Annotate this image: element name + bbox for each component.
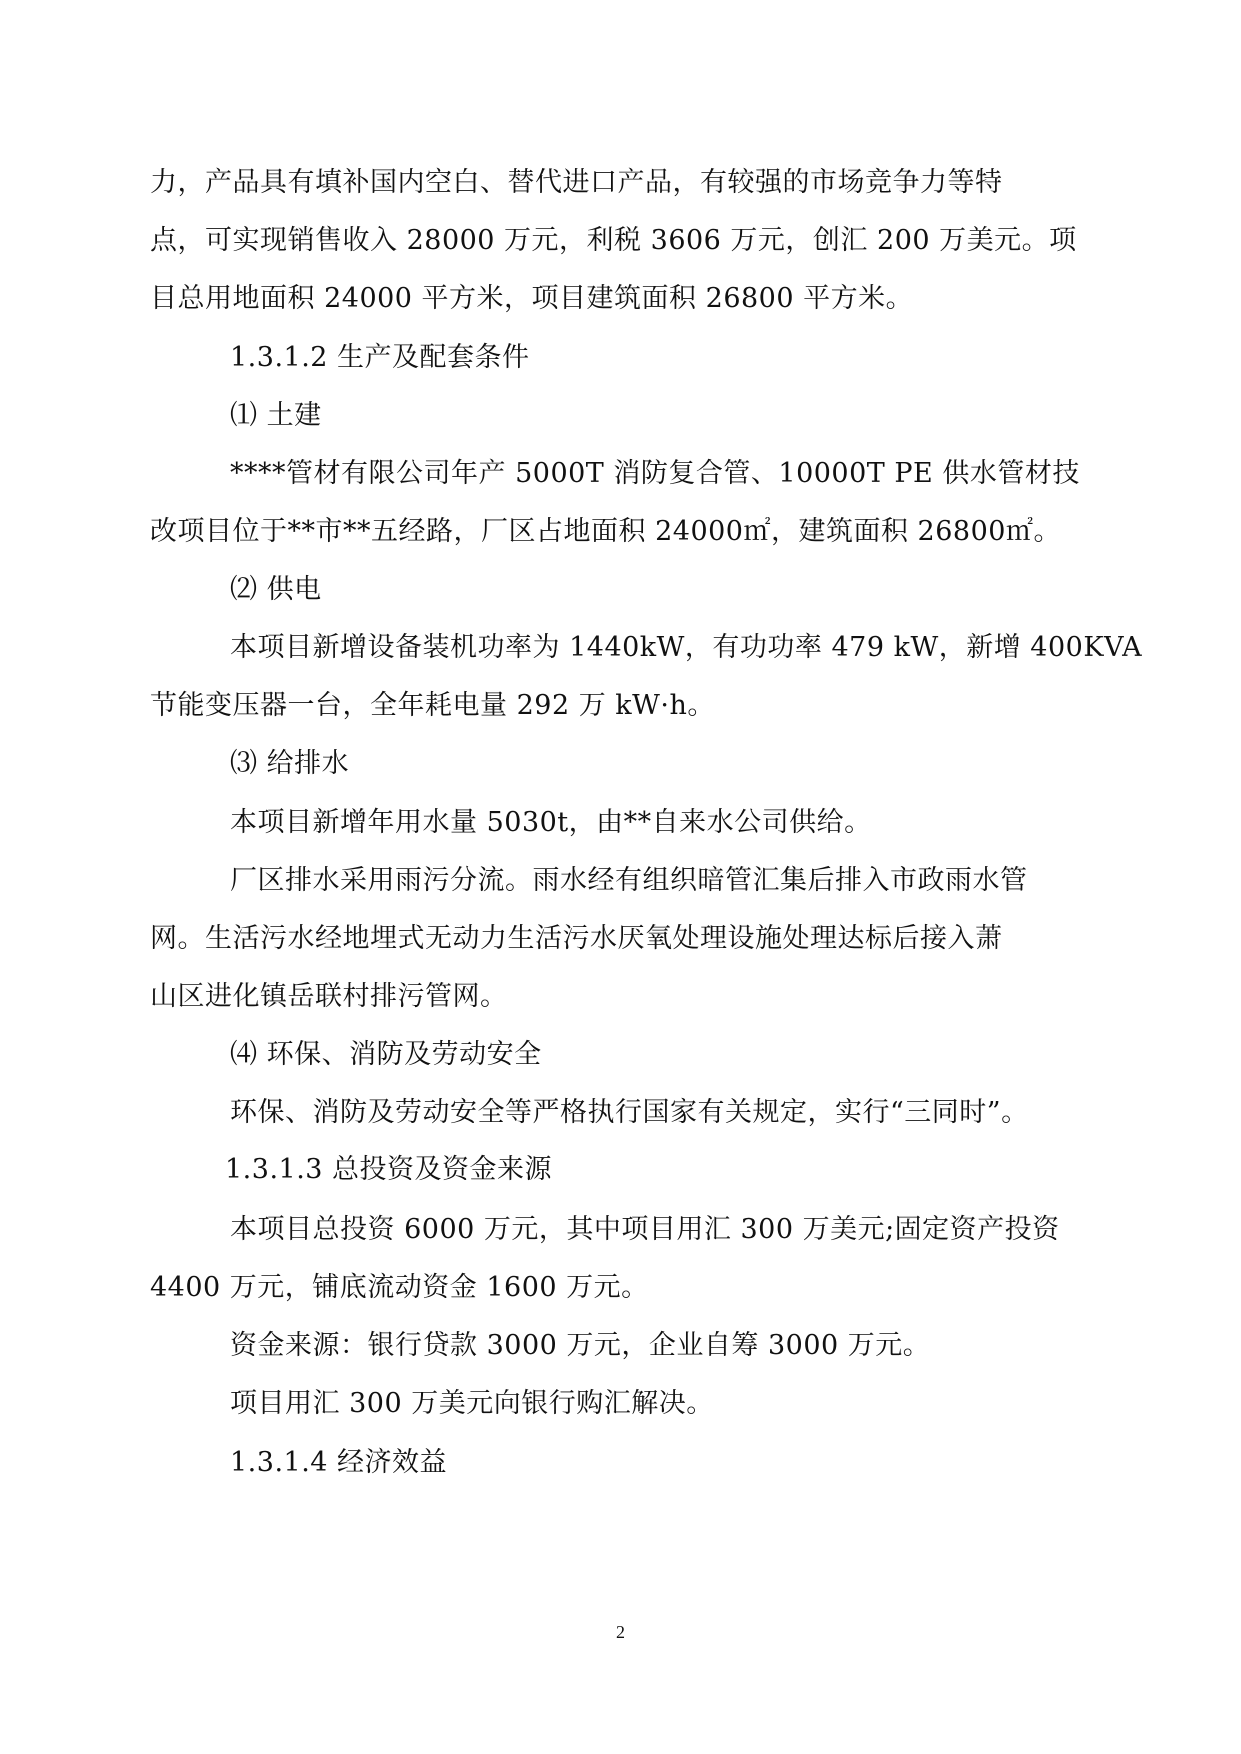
body-text-line: 4400 万元，铺底流动资金 1600 万元。 — [150, 1272, 649, 1303]
body-text-line: 点，可实现销售收入 28000 万元，利税 3606 万元，创汇 200 万美元。项 — [150, 225, 1077, 256]
subsection-heading: ⑵ 供电 — [230, 574, 322, 605]
body-text-line: 改项目位于**市**五经路，厂区占地面积 24000㎡，建筑面积 26800㎡。 — [150, 516, 1061, 547]
body-text-line: 力，产品具有填补国内空白、替代进口产品，有较强的市场竞争力等特 — [150, 167, 1003, 198]
body-text-line: 厂区排水采用雨污分流。雨水经有组织暗管汇集后排入市政雨水管 — [230, 865, 1028, 896]
body-text-line: 资金来源：银行贷款 3000 万元，企业自筹 3000 万元。 — [230, 1330, 931, 1361]
page-number: 2 — [616, 1622, 625, 1642]
body-text-line: 山区进化镇岳联村排污管网。 — [150, 981, 508, 1012]
section-heading: 1.3.1.3 总投资及资金来源 — [225, 1154, 553, 1185]
body-text-line: 项目用汇 300 万美元向银行购汇解决。 — [230, 1388, 714, 1419]
subsection-heading: ⑴ 土建 — [230, 400, 322, 431]
body-text-line: ****管材有限公司年产 5000T 消防复合管、10000T PE 供水管材技 — [230, 458, 1080, 489]
body-text-line: 节能变压器一台，全年耗电量 292 万 kW·h。 — [150, 690, 715, 721]
subsection-heading: ⑷ 环保、消防及劳动安全 — [230, 1039, 542, 1070]
body-text-line: 本项目新增设备装机功率为 1440kW，有功功率 479 kW，新增 400KVA — [230, 632, 1143, 663]
section-heading: 1.3.1.4 经济效益 — [230, 1447, 448, 1478]
body-text-line: 环保、消防及劳动安全等严格执行国家有关规定，实行“三同时”。 — [230, 1097, 1029, 1128]
body-text-line: 网。生活污水经地埋式无动力生活污水厌氧处理设施处理达标后接入萧 — [150, 923, 1003, 954]
body-text-line: 本项目新增年用水量 5030t，由**自来水公司供给。 — [230, 807, 872, 838]
body-text-line: 目总用地面积 24000 平方米，项目建筑面积 26800 平方米。 — [150, 283, 914, 314]
section-heading: 1.3.1.2 生产及配套条件 — [230, 342, 530, 373]
subsection-heading: ⑶ 给排水 — [230, 748, 350, 779]
body-text-line: 本项目总投资 6000 万元，其中项目用汇 300 万美元;固定资产投资 — [230, 1214, 1060, 1245]
